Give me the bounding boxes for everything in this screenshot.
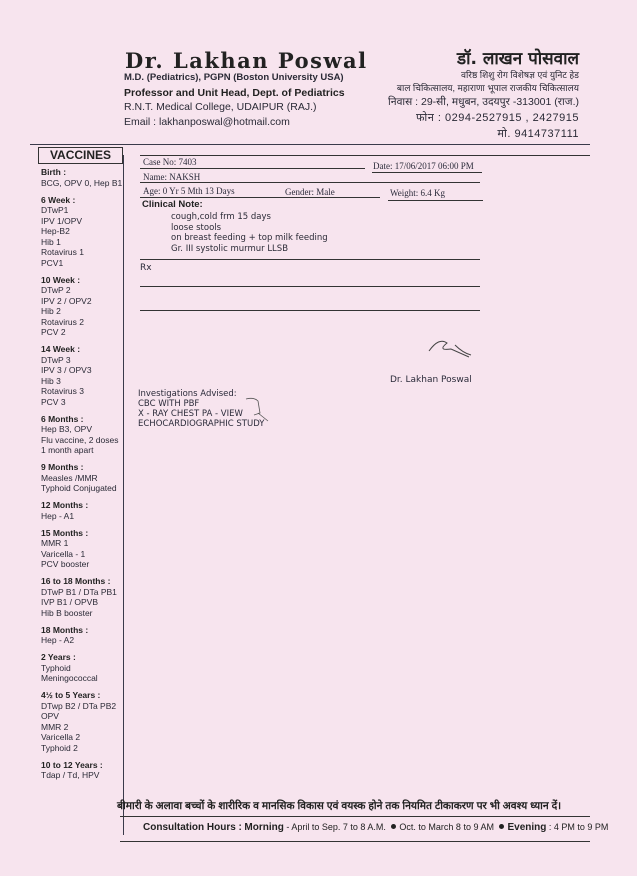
footer-rule-top — [120, 816, 590, 817]
vaccine-group — [41, 625, 123, 646]
date-rule — [372, 172, 482, 173]
bullet-icon — [391, 824, 396, 829]
vaccine-group-items: DTwP1 IPV 1/OPV Hep-B2 Hib 1 Rotavirus 1 PCV1 — [41, 205, 84, 268]
notes-rule — [140, 259, 480, 260]
oct-text: Oct. to March 8 to 9 AM — [399, 822, 494, 832]
vaccine-group — [41, 195, 123, 269]
hindi-designation: वरिष्ठ शिशु रोग विशेषज्ञ एवं युनिट हेड — [460, 70, 579, 80]
vaccine-group-items: BCG, OPV 0, Hep B1 — [41, 177, 123, 188]
doctor-name-hindi: डॉ. लाखन पोसवाल — [457, 49, 579, 69]
vaccine-group-items: Measles /MMR Typhoid Conjugated — [41, 472, 117, 493]
sidebar-divider — [123, 155, 124, 835]
vaccine-group — [41, 344, 123, 407]
vaccine-group-heading: 2 Years : — [41, 652, 76, 662]
case-top-rule — [140, 155, 590, 156]
doctor-position: Professor and Unit Head, Dept. of Pediatrics — [124, 87, 345, 99]
bullet-icon — [499, 824, 504, 829]
vaccine-group-items: DTwP B1 / DTa PB1 IVP B1 / OPVB Hib B booster — [41, 586, 117, 618]
vaccine-group-items: Hep B3, OPV Flu vaccine, 2 doses 1 month apart — [41, 424, 119, 455]
consult-label: Consultation Hours : — [143, 822, 242, 833]
vaccine-group — [41, 500, 123, 521]
vaccine-group — [41, 690, 123, 753]
age-rule — [140, 197, 380, 198]
patient-age: Age: 0 Yr 5 Mth 13 Days — [143, 186, 235, 196]
rx-rule-1 — [140, 286, 480, 287]
vaccine-group-heading: 18 Months : — [41, 624, 89, 635]
vaccine-group-heading: 6 Week : — [41, 194, 76, 205]
hindi-mobile: मो. 9414737111 — [497, 128, 579, 140]
vaccine-group-items: Typhoid Meningococcal — [41, 662, 98, 683]
hindi-phone: फोन : 0294-2527915 , 2427915 — [415, 112, 579, 124]
vaccine-group-items: DTwP 2 IPV 2 / OPV2 Hib 2 Rotavirus 2 PCV 2 — [41, 285, 92, 337]
vaccine-group-items: Hep - A2 — [41, 635, 75, 645]
name-rule — [140, 182, 480, 183]
clinical-note-title: Clinical Note: — [142, 199, 203, 210]
vaccine-group — [41, 462, 123, 494]
vaccine-group — [41, 760, 123, 781]
vaccine-group — [41, 414, 123, 456]
vaccine-group-heading: 14 Week : — [41, 344, 81, 354]
vaccine-group-heading: 4½ to 5 Years : — [41, 690, 101, 700]
hindi-address: निवास : 29-सी, मधुबन, उदयपुर -313001 (राज.) — [388, 96, 579, 108]
clinical-notes: cough,cold frm 15 days loose stools on breast feeding + top milk feeding Gr. III systolic murmur LLSB — [171, 212, 328, 254]
hindi-hospital: बाल चिकित्सालय, महाराणा भूपाल राजकीय चिकित्सालय — [396, 83, 579, 93]
vaccine-group-heading: Birth : — [41, 167, 67, 177]
vaccine-group-heading: 6 Months : — [41, 413, 84, 424]
footer-hindi-note: बीमारी के अलावा बच्चों के शारीरिक व मानसिक विकास एवं वयस्क होने तक नियमित टीकाकरण पर भी अवश्य ध्यान दें। — [117, 800, 562, 812]
vaccine-group-items: DTwP 3 IPV 3 / OPV3 Hib 3 Rotavirus 3 PCV 3 — [41, 354, 92, 407]
vaccine-group-items: DTwp B2 / DTa PB2 OPV MMR 2 Varicella 2 Typhoid 2 — [41, 700, 117, 753]
header-divider — [30, 144, 590, 145]
vaccine-group-items: Hep - A1 — [41, 510, 75, 521]
doctor-email: Email : lakhanposwal@hotmail.com — [124, 116, 290, 128]
footer-rule-bottom — [120, 841, 590, 842]
vaccine-group-items: Tdap / Td, HPV — [41, 770, 100, 780]
investigations-title: Investigations Advised: — [138, 389, 237, 399]
visit-date: Date: 17/06/2017 06:00 PM — [373, 161, 474, 171]
vaccine-group — [41, 167, 123, 188]
rx-symbol: Rx — [140, 263, 152, 273]
vaccines-title: VACCINES — [38, 147, 123, 164]
vaccine-group-heading: 10 to 12 Years : — [41, 759, 103, 770]
doctor-qualifications: M.D. (Pediatrics), PGPN (Boston University USA) — [124, 72, 344, 83]
vaccine-group-heading: 12 Months : — [41, 500, 89, 510]
vaccine-group-heading: 10 Week : — [41, 274, 81, 285]
patient-weight: Weight: 6.4 Kg — [390, 188, 446, 198]
vaccine-group-heading: 16 to 18 Months : — [41, 576, 111, 586]
vaccine-group — [41, 652, 123, 684]
pen-mark — [244, 395, 274, 425]
weight-rule — [388, 200, 483, 201]
morning-label: Morning — [244, 822, 284, 833]
investigations-list: CBC WITH PBF X - RAY CHEST PA - VIEW ECHOCARDIOGRAPHIC STUDY — [138, 399, 265, 429]
vaccine-group-heading: 15 Months : — [41, 527, 89, 538]
doctor-name: Dr. Lakhan Poswal — [125, 48, 368, 73]
case-number: Case No: 7403 — [143, 157, 197, 167]
evening-text: : 4 PM to 9 PM — [546, 822, 609, 832]
vaccine-group-heading: 9 Months : — [41, 462, 84, 472]
evening-label: Evening — [507, 822, 547, 833]
college-name: R.N.T. Medical College, UDAIPUR (RAJ.) — [124, 101, 317, 113]
vaccine-group — [41, 275, 123, 338]
patient-name: Name: NAKSH — [143, 172, 201, 182]
vaccine-group — [41, 528, 123, 570]
signer-name: Dr. Lakhan Poswal — [390, 375, 472, 385]
morning-text: - April to Sep. 7 to 8 A.M. — [283, 822, 386, 832]
rx-rule-2 — [140, 310, 480, 311]
consultation-hours — [143, 822, 608, 833]
case-rule — [140, 168, 365, 169]
vaccine-group — [41, 576, 123, 618]
signature-scribble — [425, 333, 485, 361]
vaccine-group-items: MMR 1 Varicella - 1 PCV booster — [41, 538, 90, 569]
patient-gender: Gender: Male — [285, 187, 335, 197]
vaccine-schedule — [41, 167, 123, 787]
